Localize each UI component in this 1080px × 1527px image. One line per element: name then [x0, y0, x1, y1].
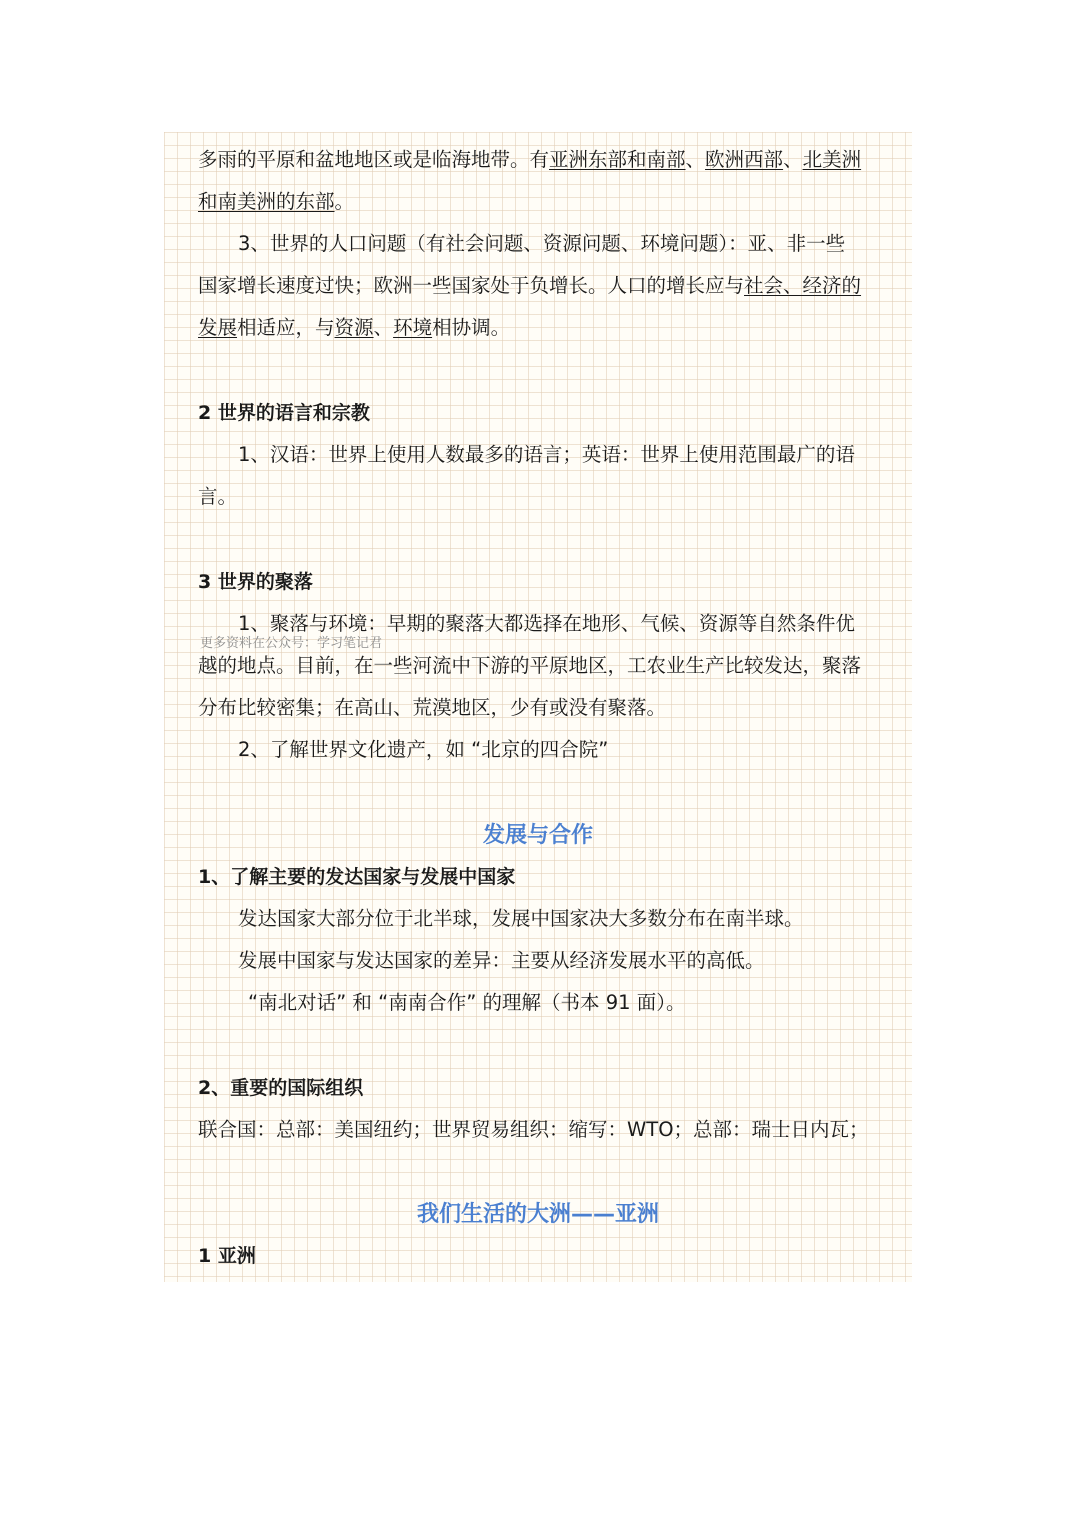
paragraph-line — [198, 145, 861, 175]
section-heading-settlement: 3 世界的聚落 — [198, 571, 313, 593]
paragraph-line: 发展中国家与发达国家的差异：主要从经济发展水平的高低。 — [238, 949, 765, 972]
paragraph-line: 越的地点。目前，在一些河流中下游的平原地区，工农业生产比较发达，聚落 — [198, 654, 862, 677]
paragraph-line: 2、了解世界文化遗产，如 “北京的四合院” — [238, 738, 609, 761]
chapter-title-asia: 我们生活的大洲——亚洲 — [416, 1202, 659, 1227]
paragraph-line: 分布比较密集；在高山、荒漠地区，少有或没有聚落。 — [198, 696, 667, 719]
section-heading-language: 2 世界的语言和宗教 — [198, 402, 370, 424]
text-span: 多雨的平原和盆地地区或是临海地带。有 — [198, 148, 550, 171]
paragraph-line: 发达国家大部分位于北半球，发展中国家决大多数分布在南半球。 — [238, 907, 804, 930]
section-heading-countries: 1、了解主要的发达国家与发展中国家 — [198, 866, 516, 888]
text-span: 、 — [685, 148, 706, 171]
paragraph-line: 1、汉语：世界上使用人数最多的语言；英语：世界上使用范围最广的语 — [238, 443, 855, 466]
underlined-text: 欧洲西部 — [705, 148, 784, 171]
paragraph-line: 联合国：总部：美国纽约；世界贸易组织：缩写：WTO；总部：瑞士日内瓦； — [198, 1118, 869, 1141]
paragraph-line: 言。 — [198, 485, 238, 508]
text-span: 国家增长速度过快；欧洲一些国家处于负增长。人口的增长应与 — [198, 274, 745, 297]
paragraph-line — [198, 313, 510, 343]
underlined-text: 资源 — [334, 316, 374, 339]
section-heading-organizations: 2、重要的国际组织 — [198, 1077, 364, 1099]
underlined-text: 发展 — [198, 316, 238, 339]
paragraph-line: 1、聚落与环境：早期的聚落大都选择在地形、气候、资源等自然条件优 — [238, 612, 855, 635]
underlined-text: 环境 — [393, 316, 433, 339]
text-span: 、 — [783, 148, 803, 171]
paragraph-line — [198, 271, 861, 301]
underlined-text: 亚洲东部和南部 — [549, 148, 686, 171]
section-heading-asia: 1 亚洲 — [198, 1245, 256, 1267]
text-span: 。 — [334, 190, 355, 213]
underlined-text: 和南美洲的东部 — [198, 190, 335, 213]
text-span: 、 — [373, 316, 394, 339]
text-span: 相协调。 — [432, 316, 511, 339]
paragraph-line: “南北对话” 和 “南南合作” 的理解（书本 91 面）。 — [248, 991, 686, 1014]
chapter-title-development: 发展与合作 — [482, 823, 593, 848]
underlined-text: 北美洲 — [802, 148, 862, 171]
population-problem-line: 3、世界的人口问题（有社会问题、资源问题、环境问题）：亚、非一些 — [238, 232, 846, 255]
underlined-text: 社会、经济的 — [744, 274, 862, 297]
watermark-text: 更多资料在公众号：学习笔记君 — [200, 636, 383, 651]
paragraph-line — [198, 187, 354, 217]
text-span: 相适应，与 — [237, 316, 335, 339]
